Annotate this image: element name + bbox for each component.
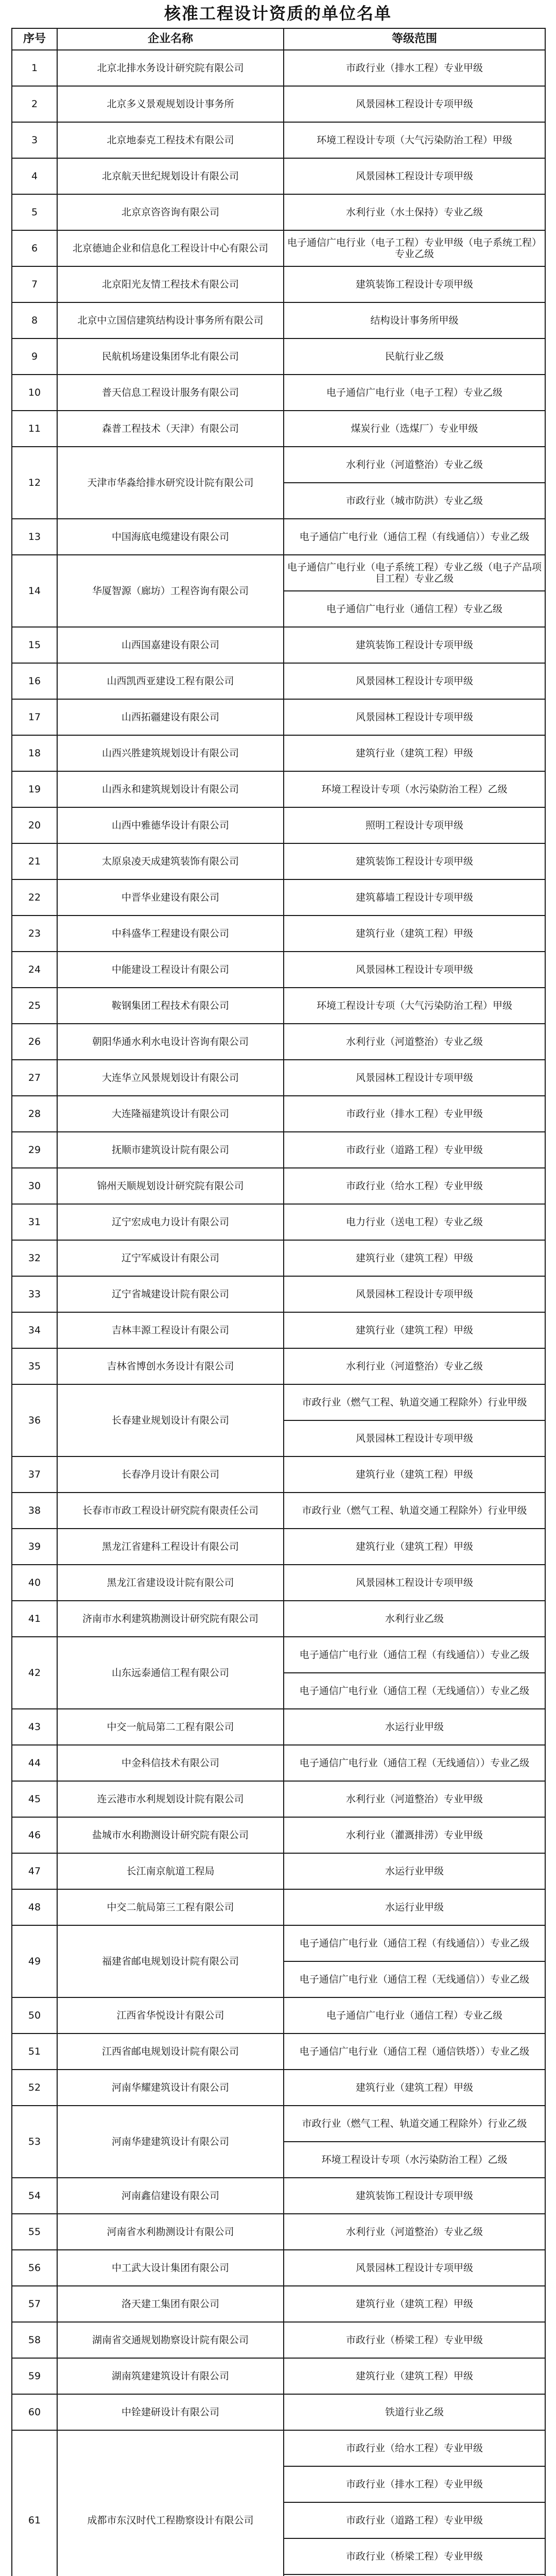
table-row xyxy=(12,952,545,988)
cell-seq: 42 xyxy=(12,1637,57,1709)
table-row xyxy=(12,807,545,843)
cell-seq: 23 xyxy=(12,916,57,952)
cell-qualification-scope: 建筑装饰工程设计专项甲级 xyxy=(284,266,545,302)
table-row xyxy=(12,2250,545,2286)
cell-qualification-scope: 风景园林工程设计专项甲级 xyxy=(284,2250,545,2286)
table-row xyxy=(12,2106,545,2142)
cell-company-name: 太原泉凌天成建筑装饰有限公司 xyxy=(57,843,284,879)
cell-seq: 41 xyxy=(12,1601,57,1637)
cell-company-name: 成都市东汉时代工程勘察设计有限公司 xyxy=(57,2430,284,2576)
cell-qualification-scope: 水运行业甲级 xyxy=(284,1889,545,1925)
cell-company-name: 山东远泰通信工程有限公司 xyxy=(57,1637,284,1709)
cell-qualification-scope: 水利行业（灌溉排涝）专业甲级 xyxy=(284,1817,545,1853)
cell-seq: 45 xyxy=(12,1781,57,1817)
table-row xyxy=(12,1384,545,1420)
cell-qualification-scope: 结构设计事务所甲级 xyxy=(284,302,545,338)
table-row xyxy=(12,2214,545,2250)
cell-qualification-scope: 环境工程设计专项（水污染防治工程）乙级 xyxy=(284,771,545,807)
cell-qualification-scope: 建筑行业（建筑工程）甲级 xyxy=(284,2286,545,2322)
cell-qualification-scope: 电子通信广电行业（通信工程（无线通信））专业乙级 xyxy=(284,1745,545,1781)
cell-qualification-scope: 电子通信广电行业（通信工程）专业乙级 xyxy=(284,591,545,627)
cell-seq: 26 xyxy=(12,1024,57,1060)
table-row xyxy=(12,194,545,230)
cell-seq: 15 xyxy=(12,627,57,663)
cell-seq: 8 xyxy=(12,302,57,338)
cell-qualification-scope: 电子通信广电行业（通信工程（有线通信））专业乙级 xyxy=(284,1925,545,1961)
cell-qualification-scope: 电子通信广电行业（通信工程（无线通信））专业乙级 xyxy=(284,1961,545,1997)
table-row xyxy=(12,266,545,302)
cell-qualification-scope: 水利行业（水土保持）专业乙级 xyxy=(284,194,545,230)
cell-qualification-scope: 水利行业（河道整治）专业乙级 xyxy=(284,1024,545,1060)
table-row xyxy=(12,158,545,194)
table-row xyxy=(12,1817,545,1853)
cell-seq: 18 xyxy=(12,735,57,771)
table-row xyxy=(12,843,545,879)
cell-qualification-scope: 民航行业乙级 xyxy=(284,338,545,375)
cell-company-name: 黑龙江省建设设计院有限公司 xyxy=(57,1565,284,1601)
table-row xyxy=(12,771,545,807)
cell-company-name: 湖南筑建建筑设计有限公司 xyxy=(57,2358,284,2394)
cell-seq: 47 xyxy=(12,1853,57,1889)
cell-company-name: 长江南京航道工程局 xyxy=(57,1853,284,1889)
cell-seq: 12 xyxy=(12,447,57,519)
cell-seq: 60 xyxy=(12,2394,57,2430)
cell-seq: 4 xyxy=(12,158,57,194)
cell-company-name: 北京阳光友情工程技术有限公司 xyxy=(57,266,284,302)
table-row xyxy=(12,2070,545,2106)
table-row xyxy=(12,735,545,771)
cell-qualification-scope: 市政行业（燃气工程、轨道交通工程除外）行业甲级 xyxy=(284,1384,545,1420)
cell-seq: 37 xyxy=(12,1456,57,1493)
cell-company-name: 鞍钢集团工程技术有限公司 xyxy=(57,988,284,1024)
table-row xyxy=(12,1240,545,1276)
table-row xyxy=(12,879,545,916)
cell-qualification-scope: 市政行业（桥梁工程）专业甲级 xyxy=(284,2322,545,2358)
table-row xyxy=(12,1565,545,1601)
cell-qualification-scope: 建筑行业（建筑工程）甲级 xyxy=(284,2358,545,2394)
cell-company-name: 北京京咨咨询有限公司 xyxy=(57,194,284,230)
header-scope: 等级范围 xyxy=(284,28,545,50)
cell-seq: 48 xyxy=(12,1889,57,1925)
page xyxy=(0,3,556,2576)
cell-qualification-scope: 环境工程设计专项（水污染防治工程）乙级 xyxy=(284,2142,545,2178)
cell-seq: 22 xyxy=(12,879,57,916)
cell-company-name: 华厦智源（廊坊）工程咨询有限公司 xyxy=(57,555,284,627)
cell-seq: 39 xyxy=(12,1529,57,1565)
table-row xyxy=(12,627,545,663)
table-row xyxy=(12,1493,545,1529)
cell-seq: 46 xyxy=(12,1817,57,1853)
cell-qualification-scope: 风景园林工程设计专项甲级 xyxy=(284,86,545,122)
table-row xyxy=(12,2033,545,2070)
cell-seq: 6 xyxy=(12,230,57,266)
table-row xyxy=(12,555,545,591)
header-row xyxy=(12,28,545,50)
cell-qualification-scope: 风景园林工程设计专项甲级 xyxy=(284,1565,545,1601)
cell-seq: 7 xyxy=(12,266,57,302)
table-row xyxy=(12,988,545,1024)
cell-seq: 17 xyxy=(12,699,57,735)
header-name: 企业名称 xyxy=(57,28,284,50)
cell-qualification-scope: 风景园林工程设计专项甲级 xyxy=(284,699,545,735)
cell-seq: 56 xyxy=(12,2250,57,2286)
table-row xyxy=(12,1853,545,1889)
cell-company-name: 长春市市政工程设计研究院有限责任公司 xyxy=(57,1493,284,1529)
cell-company-name: 北京航天世纪规划设计有限公司 xyxy=(57,158,284,194)
table-row xyxy=(12,1132,545,1168)
cell-qualification-scope: 煤炭行业（选煤厂）专业甲级 xyxy=(284,411,545,447)
cell-seq: 44 xyxy=(12,1745,57,1781)
cell-company-name: 福建省邮电规划设计院有限公司 xyxy=(57,1925,284,1997)
cell-company-name: 长春建业规划设计有限公司 xyxy=(57,1384,284,1456)
cell-seq: 21 xyxy=(12,843,57,879)
cell-company-name: 河南鑫信建设有限公司 xyxy=(57,2178,284,2214)
cell-seq: 20 xyxy=(12,807,57,843)
cell-company-name: 中铨建研设计有限公司 xyxy=(57,2394,284,2430)
cell-seq: 24 xyxy=(12,952,57,988)
cell-company-name: 山西凯西亚建设工程有限公司 xyxy=(57,663,284,699)
cell-qualification-scope: 风景园林工程设计专项甲级 xyxy=(284,1060,545,1096)
table-row xyxy=(12,2358,545,2394)
table-row xyxy=(12,1781,545,1817)
cell-company-name: 朝阳华通水利水电设计咨询有限公司 xyxy=(57,1024,284,1060)
cell-company-name: 天津市华淼给排水研究设计院有限公司 xyxy=(57,447,284,519)
cell-seq: 52 xyxy=(12,2070,57,2106)
cell-seq: 10 xyxy=(12,375,57,411)
cell-qualification-scope: 市政行业（道路工程）专业甲级 xyxy=(284,2502,545,2538)
cell-company-name: 北京中立国信建筑结构设计事务所有限公司 xyxy=(57,302,284,338)
cell-seq: 27 xyxy=(12,1060,57,1096)
cell-company-name: 中国海底电缆建设有限公司 xyxy=(57,519,284,555)
cell-company-name: 北京地泰克工程技术有限公司 xyxy=(57,122,284,158)
table-row xyxy=(12,1204,545,1240)
cell-seq: 32 xyxy=(12,1240,57,1276)
table-row xyxy=(12,302,545,338)
table-row xyxy=(12,1925,545,1961)
cell-seq: 59 xyxy=(12,2358,57,2394)
cell-qualification-scope: 建筑行业（建筑工程）甲级 xyxy=(284,735,545,771)
cell-company-name: 锦州天顺规划设计研究院有限公司 xyxy=(57,1168,284,1204)
cell-company-name: 中晋华业建设有限公司 xyxy=(57,879,284,916)
cell-qualification-scope: 水利行业（河道整治）专业乙级 xyxy=(284,1348,545,1384)
table-row xyxy=(12,2286,545,2322)
cell-qualification-scope: 建筑装饰工程设计专项甲级 xyxy=(284,2178,545,2214)
cell-qualification-scope: 建筑幕墙工程设计专项甲级 xyxy=(284,879,545,916)
table-row xyxy=(12,230,545,266)
cell-company-name: 辽宁军威设计有限公司 xyxy=(57,1240,284,1276)
cell-company-name: 普天信息工程设计服务有限公司 xyxy=(57,375,284,411)
cell-qualification-scope: 市政行业（排水工程）专业甲级 xyxy=(284,1096,545,1132)
cell-seq: 14 xyxy=(12,555,57,627)
cell-company-name: 洛天建工集团有限公司 xyxy=(57,2286,284,2322)
table-row xyxy=(12,1637,545,1673)
cell-company-name: 吉林丰源工程设计有限公司 xyxy=(57,1312,284,1348)
cell-qualification-scope: 水利行业（河道整治）专业乙级 xyxy=(284,447,545,483)
cell-company-name: 河南华耀建筑设计有限公司 xyxy=(57,2070,284,2106)
cell-company-name: 中交一航局第二工程有限公司 xyxy=(57,1709,284,1745)
table-row xyxy=(12,916,545,952)
cell-seq: 31 xyxy=(12,1204,57,1240)
table-row xyxy=(12,375,545,411)
table-row xyxy=(12,1348,545,1384)
cell-qualification-scope: 市政行业（燃气工程、轨道交通工程除外）行业乙级 xyxy=(284,2106,545,2142)
cell-seq: 35 xyxy=(12,1348,57,1384)
cell-qualification-scope: 市政行业（给水工程）专业甲级 xyxy=(284,2430,545,2466)
table-row xyxy=(12,1312,545,1348)
cell-seq: 36 xyxy=(12,1384,57,1456)
cell-seq: 61 xyxy=(12,2430,57,2576)
cell-seq: 43 xyxy=(12,1709,57,1745)
cell-qualification-scope: 市政行业（道路工程）专业甲级 xyxy=(284,1132,545,1168)
cell-company-name: 江西省邮电规划设计院有限公司 xyxy=(57,2033,284,2070)
cell-company-name: 长春净月设计有限公司 xyxy=(57,1456,284,1493)
cell-seq: 29 xyxy=(12,1132,57,1168)
table-row xyxy=(12,338,545,375)
cell-qualification-scope: 风景园林工程设计专项甲级 xyxy=(284,1420,545,1456)
cell-qualification-scope: 市政行业（给水工程）专业甲级 xyxy=(284,1168,545,1204)
cell-company-name: 河南省水利勘测设计有限公司 xyxy=(57,2214,284,2250)
table-row xyxy=(12,1745,545,1781)
table-row xyxy=(12,2430,545,2466)
cell-seq: 13 xyxy=(12,519,57,555)
table-row xyxy=(12,1529,545,1565)
cell-company-name: 辽宁宏成电力设计有限公司 xyxy=(57,1204,284,1240)
page-title: 核准工程设计资质的单位名单 xyxy=(164,4,392,23)
table-row xyxy=(12,519,545,555)
cell-company-name: 中交二航局第三工程有限公司 xyxy=(57,1889,284,1925)
table-row xyxy=(12,122,545,158)
cell-company-name: 大连隆福建筑设计有限公司 xyxy=(57,1096,284,1132)
cell-qualification-scope: 建筑行业（建筑工程）甲级 xyxy=(284,1240,545,1276)
table-row xyxy=(12,2394,545,2430)
cell-qualification-scope: 风景园林工程设计专项甲级 xyxy=(284,158,545,194)
cell-company-name: 河南华建建筑设计有限公司 xyxy=(57,2106,284,2178)
cell-qualification-scope: 建筑行业（建筑工程）甲级 xyxy=(284,1529,545,1565)
cell-seq: 2 xyxy=(12,86,57,122)
cell-seq: 34 xyxy=(12,1312,57,1348)
table-row xyxy=(12,1601,545,1637)
cell-seq: 38 xyxy=(12,1493,57,1529)
table-row xyxy=(12,411,545,447)
cell-company-name: 中金科信技术有限公司 xyxy=(57,1745,284,1781)
table-row xyxy=(12,2322,545,2358)
cell-seq: 25 xyxy=(12,988,57,1024)
cell-seq: 57 xyxy=(12,2286,57,2322)
cell-company-name: 盐城市水利勘测设计研究院有限公司 xyxy=(57,1817,284,1853)
cell-qualification-scope: 风景园林工程设计专项甲级 xyxy=(284,663,545,699)
cell-qualification-scope: 市政行业（排水工程）专业甲级 xyxy=(284,50,545,86)
table-row xyxy=(12,663,545,699)
cell-qualification-scope: 环境工程设计专项（大气污染防治工程）甲级 xyxy=(284,122,545,158)
cell-company-name: 黑龙江省建科工程设计有限公司 xyxy=(57,1529,284,1565)
cell-qualification-scope: 电子通信广电行业（电子工程）专业乙级 xyxy=(284,375,545,411)
qualification-table xyxy=(11,28,546,2576)
cell-seq: 16 xyxy=(12,663,57,699)
cell-seq: 40 xyxy=(12,1565,57,1601)
cell-company-name: 山西国嘉建设有限公司 xyxy=(57,627,284,663)
table-row xyxy=(12,1456,545,1493)
cell-qualification-scope: 水利行业乙级 xyxy=(284,1601,545,1637)
cell-seq: 19 xyxy=(12,771,57,807)
cell-qualification-scope: 建筑行业（建筑工程）甲级 xyxy=(284,1312,545,1348)
cell-company-name: 山西拓疆建设有限公司 xyxy=(57,699,284,735)
cell-company-name: 民航机场建设集团华北有限公司 xyxy=(57,338,284,375)
cell-company-name: 森普工程技术（天津）有限公司 xyxy=(57,411,284,447)
table-row xyxy=(12,447,545,483)
cell-qualification-scope: 电子通信广电行业（通信工程（无线通信））专业乙级 xyxy=(284,1673,545,1709)
cell-company-name: 北京德迪企业和信息化工程设计中心有限公司 xyxy=(57,230,284,266)
cell-seq: 5 xyxy=(12,194,57,230)
cell-company-name: 山西兴胜建筑规划设计有限公司 xyxy=(57,735,284,771)
cell-company-name: 湖南省交通规划勘察设计院有限公司 xyxy=(57,2322,284,2358)
table-row xyxy=(12,50,545,86)
table-row xyxy=(12,1168,545,1204)
table-row xyxy=(12,1709,545,1745)
cell-qualification-scope: 水利行业（河道整治）专业乙级 xyxy=(284,2214,545,2250)
cell-seq: 50 xyxy=(12,1997,57,2033)
cell-qualification-scope: 市政行业（排水工程）专业甲级 xyxy=(284,2466,545,2502)
cell-qualification-scope: 市政行业（桥梁工程）专业甲级 xyxy=(284,2538,545,2574)
cell-seq: 28 xyxy=(12,1096,57,1132)
cell-qualification-scope: 电子通信广电行业（通信工程（通信铁塔））专业乙级 xyxy=(284,2033,545,2070)
table-row xyxy=(12,1024,545,1060)
cell-company-name: 北京多义景观规划设计事务所 xyxy=(57,86,284,122)
table-row xyxy=(12,699,545,735)
cell-seq: 54 xyxy=(12,2178,57,2214)
cell-company-name: 山西永和建筑规划设计有限公司 xyxy=(57,771,284,807)
table-row xyxy=(12,1276,545,1312)
cell-seq: 49 xyxy=(12,1925,57,1997)
cell-seq: 9 xyxy=(12,338,57,375)
cell-company-name: 大连华立风景规划设计有限公司 xyxy=(57,1060,284,1096)
cell-qualification-scope: 风景园林工程设计专项甲级 xyxy=(284,1276,545,1312)
table-row xyxy=(12,1060,545,1096)
table-row xyxy=(12,86,545,122)
cell-qualification-scope: 建筑装饰工程设计专项甲级 xyxy=(284,627,545,663)
cell-company-name: 抚顺市建筑设计院有限公司 xyxy=(57,1132,284,1168)
cell-qualification-scope: 市政行业（燃气工程、轨道交通工程除外）行业甲级 xyxy=(284,1493,545,1529)
cell-seq: 30 xyxy=(12,1168,57,1204)
cell-seq: 58 xyxy=(12,2322,57,2358)
cell-company-name: 北京北排水务设计研究院有限公司 xyxy=(57,50,284,86)
cell-company-name: 吉林省博创水务设计有限公司 xyxy=(57,1348,284,1384)
cell-qualification-scope: 电子通信广电行业（通信工程（有线通信））专业乙级 xyxy=(284,1637,545,1673)
cell-qualification-scope: 环境工程设计专项（大气污染防治工程）甲级 xyxy=(284,988,545,1024)
cell-qualification-scope: 电子通信广电行业（通信工程（有线通信））专业乙级 xyxy=(284,519,545,555)
cell-qualification-scope: 市政行业（城市防洪）专业乙级 xyxy=(284,483,545,519)
cell-qualification-scope: 电子通信广电行业（通信工程）专业乙级 xyxy=(284,1997,545,2033)
cell-qualification-scope: 铁道行业乙级 xyxy=(284,2394,545,2430)
cell-qualification-scope: 水运行业甲级 xyxy=(284,1853,545,1889)
cell-company-name: 中工武大设计集团有限公司 xyxy=(57,2250,284,2286)
table-row xyxy=(12,1997,545,2033)
cell-qualification-scope: 建筑行业（建筑工程）甲级 xyxy=(284,1456,545,1493)
cell-qualification-scope: 电子通信广电行业（电子工程）专业甲级（电子系统工程）专业乙级 xyxy=(284,230,545,266)
table-body xyxy=(12,50,545,2576)
header-seq: 序号 xyxy=(12,28,57,50)
cell-company-name: 连云港市水利规划设计院有限公司 xyxy=(57,1781,284,1817)
cell-company-name: 中能建设工程设计有限公司 xyxy=(57,952,284,988)
cell-seq: 53 xyxy=(12,2106,57,2178)
table-row xyxy=(12,1889,545,1925)
cell-qualification-scope: 电力行业（送电工程）专业乙级 xyxy=(284,1204,545,1240)
cell-company-name: 江西省华悦设计有限公司 xyxy=(57,1997,284,2033)
table-row xyxy=(12,1096,545,1132)
table-row xyxy=(12,2178,545,2214)
cell-company-name: 山西中雅德华设计有限公司 xyxy=(57,807,284,843)
cell-company-name: 济南市水利建筑勘测设计研究院有限公司 xyxy=(57,1601,284,1637)
cell-company-name: 辽宁省城建设计院有限公司 xyxy=(57,1276,284,1312)
cell-seq: 33 xyxy=(12,1276,57,1312)
cell-qualification-scope: 建筑装饰工程设计专项甲级 xyxy=(284,843,545,879)
cell-qualification-scope: 风景园林工程设计专项甲级 xyxy=(284,952,545,988)
cell-company-name: 中科盛华工程建设有限公司 xyxy=(57,916,284,952)
table-header xyxy=(12,28,545,50)
cell-qualification-scope: 建筑行业（建筑工程）甲级 xyxy=(284,916,545,952)
cell-qualification-scope: 电子通信广电行业（电子系统工程）专业乙级（电子产品项目工程）专业乙级 xyxy=(284,555,545,591)
cell-seq: 55 xyxy=(12,2214,57,2250)
cell-qualification-scope: 水运行业甲级 xyxy=(284,1709,545,1745)
cell-seq: 51 xyxy=(12,2033,57,2070)
cell-qualification-scope: 水利行业（河道整治）专业甲级 xyxy=(284,1781,545,1817)
cell-seq: 1 xyxy=(12,50,57,86)
cell-qualification-scope: 建筑行业（建筑工程）甲级 xyxy=(284,2070,545,2106)
cell-seq: 11 xyxy=(12,411,57,447)
cell-qualification-scope: 照明工程设计专项甲级 xyxy=(284,807,545,843)
cell-seq: 3 xyxy=(12,122,57,158)
